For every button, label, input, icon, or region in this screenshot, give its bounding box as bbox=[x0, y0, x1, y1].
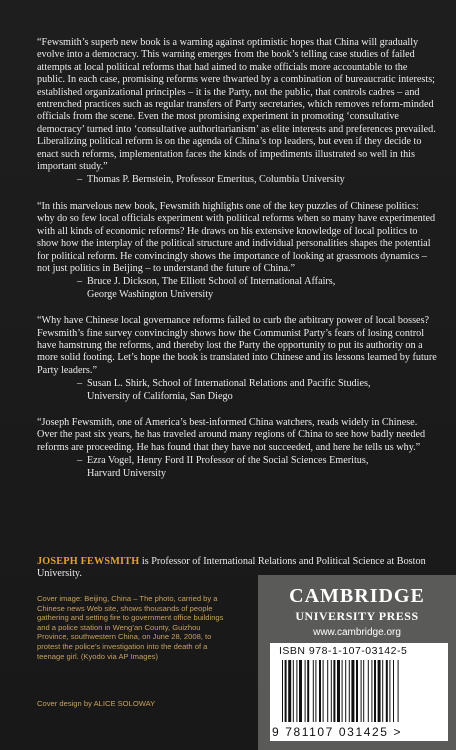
publisher-url: www.cambridge.org bbox=[313, 627, 401, 638]
endorsement bbox=[37, 315, 437, 403]
cover-design-credit: Cover design by ALICE SOLOWAY bbox=[37, 699, 156, 708]
endorsement-text: “Why have Chinese local governance reforms failed to curb the arbitrary power of local bosses? Fewsmith’s fine survey convincingly shows how the Communist Party’s fears of losing control have hamstrung the reforms, and thereby lost the Party the opportunity to put its authority on a more solid footing. Let’s hope the book is translated into Chinese and its lessons learned by future Party leaders.” bbox=[37, 315, 437, 376]
author-bio-text: is Professor of International Relations and Political Science at Boston University. bbox=[37, 556, 426, 580]
isbn-barcode bbox=[270, 643, 448, 741]
isbn-label: ISBN 978-1-107-03142-5 bbox=[279, 645, 408, 657]
publisher-subtitle: UNIVERSITY PRESS bbox=[295, 609, 419, 623]
endorsement-attribution: – Bruce J. Dickson, The Elliott School of International Affairs, George Washington University bbox=[77, 276, 336, 300]
publisher-name: CAMBRIDGE bbox=[289, 585, 425, 607]
endorsement-attribution: – Thomas P. Bernstein, Professor Emeritus, Columbia University bbox=[77, 174, 345, 186]
endorsement-attribution: – Susan L. Shirk, School of International Relations and Pacific Studies, University of California, San Diego bbox=[77, 378, 371, 402]
barcode-digits: 9 781107 031425 > bbox=[272, 725, 403, 739]
barcode-icon bbox=[270, 658, 448, 724]
endorsement bbox=[37, 417, 437, 480]
endorsement-text: “Fewsmith’s superb new book is a warning against optimistic hopes that China will gradually evolve into a democracy. This warning emerges from the book’s telling case studies of failed attempts at local political reforms that had aimed to make officials more accountable to the public. In each case, promising reforms were thwarted by a combination of bureaucratic interests; established organizational principles – it is the Party, not the public, that controls cadres – and entrenched practices such as regular transfers of Party secretaries, which removes reform-minded officials from the scene. Even the most promising experiment in promoting ‘consultative democracy’ turned into ‘consultative authoritarianism’ as elite interests and preferences prevailed. Liberalizing political reform is on the agenda of China’s top leaders, but even if they decide to enact such reforms, implementation faces the kinds of impediments illustrated so well in this important study.” bbox=[37, 37, 436, 173]
endorsement bbox=[37, 201, 437, 301]
endorsement-text: “In this marvelous new book, Fewsmith highlights one of the key puzzles of Chinese politics: why do so few local officials experiment with political reforms when so many have experimented with all kinds of economic reforms? He draws on his extensive knowledge of local politics to show how the interplay of the political structure and individual personalities shapes the potential for political reform. He convincingly shows the importance of looking at grassroots dynamics – not just politics in Beijing – to understand the future of China.” bbox=[37, 200, 436, 274]
endorsement-text: “Joseph Fewsmith, one of America’s best-informed China watchers, reads widely in Chinese. Over the past six years, he has traveled around many regions of China to see how badly needed reforms are proceeding. He has found that they have not succeeded, and here he tells us why.” bbox=[37, 416, 426, 453]
author-name: JOSEPH FEWSMITH bbox=[37, 556, 140, 567]
endorsements bbox=[37, 37, 437, 494]
endorsement bbox=[37, 37, 437, 187]
endorsement-attribution: – Ezra Vogel, Henry Ford II Professor of the Social Sciences Emeritus, Harvard University bbox=[77, 455, 369, 479]
cover-image-credit: Cover image: Beijing, China – The photo, carried by a Chinese news Web site, shows thousands of people gathering and setting fire to government office buildings and a police station in Weng’an County, Guizhou Province, southwestern China, on June 28, 2008, to protest the police’s investigation into the death of a teenage girl. (Kyodo via AP Images) bbox=[37, 594, 224, 661]
